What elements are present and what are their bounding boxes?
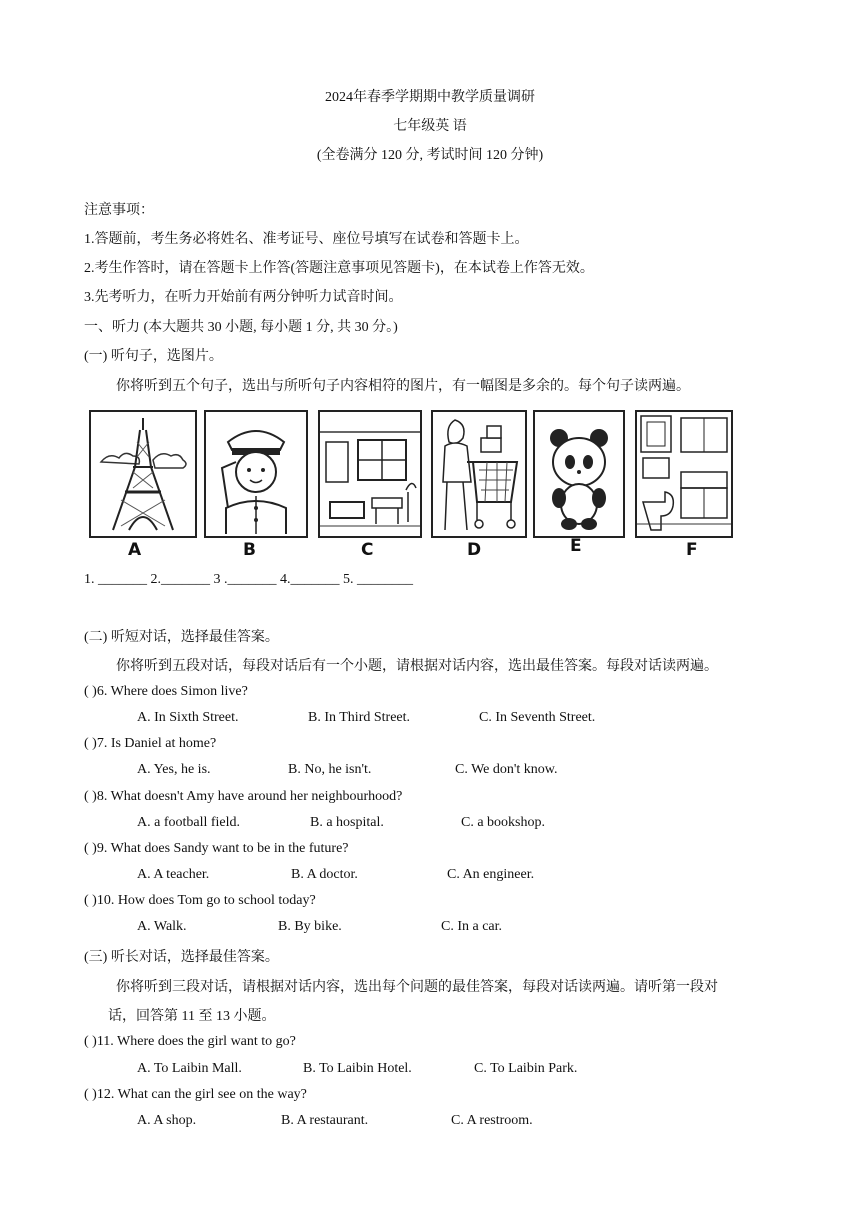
option-a: A. In Sixth Street. [137,710,239,725]
question-7: ( )7. Is Daniel at home? [84,736,217,751]
question-12: ( )12. What can the girl see on the way? [84,1087,307,1102]
option-b: B. A restaurant. [281,1113,369,1128]
answer-blanks: 1. _______ 2._______ 3 ._______ 4._______ 5. ________ [84,572,413,587]
picture-f [635,410,733,538]
question-6: ( )6. Where does Simon live? [84,684,248,699]
option-c: C. A restroom. [451,1113,533,1128]
option-b: B. No, he isn't. [288,762,372,777]
part3-instruction: 你将听到三段对话，请根据对话内容，选出每个问题的最佳答案，每段对话读两遍。请听第一段对 [116,980,718,995]
option-a: A. a football field. [137,815,241,830]
part2-instruction: 你将听到五段对话，每段对话后有一个小题，请根据对话内容，选出最佳答案。每段对话读两遍。 [116,659,718,674]
option-c: C. a bookshop. [461,815,545,830]
police-officer-icon [206,412,306,536]
note-item: 2.考生作答时，请在答题卡上作答(答题注意事项见答题卡)，在本试卷上作答无效。 [84,261,594,276]
option-b: B. To Laibin Hotel. [303,1061,412,1076]
option-b: B. a hospital. [310,815,384,830]
kitchen-icon [637,412,731,536]
picture-a [89,410,197,538]
option-c: C. We don't know. [455,762,558,777]
picture-c [318,410,422,538]
option-c: C. To Laibin Park. [474,1061,578,1076]
option-c: C. In a car. [441,919,503,934]
picture-label-a: A [128,540,142,560]
picture-label-f: F [686,540,698,560]
panda-icon [535,412,623,536]
section-heading: 一、听力 (本大题共 30 小题, 每小题 1 分, 共 30 分。) [84,320,398,335]
picture-b [204,410,308,538]
eiffel-tower-icon [91,412,195,536]
picture-e [533,410,625,538]
picture-label-d: D [467,540,482,560]
option-a: A. Walk. [137,919,187,934]
exam-subtitle: 七年级英 语 [393,119,467,134]
shopping-cart-icon [433,412,525,536]
part3-heading: (三) 听长对话，选择最佳答案。 [84,950,279,965]
option-b: B. A doctor. [291,867,358,882]
note-item: 3.先考听力，在听力开始前有两分钟听力试音时间。 [84,290,403,305]
living-room-icon [320,412,420,536]
part1-instruction: 你将听到五个句子，选出与所听句子内容相符的图片，有一幅图是多余的。每个句子读两遍。 [116,379,690,394]
question-10: ( )10. How does Tom go to school today? [84,893,316,908]
option-b: B. By bike. [278,919,342,934]
picture-label-e: E [570,536,582,556]
part1-heading: (一) 听句子，选图片。 [84,349,223,364]
part2-heading: (二) 听短对话，选择最佳答案。 [84,630,279,645]
option-a: A. Yes, he is. [137,762,211,777]
part3-instruction-cont: 话，回答第 11 至 13 小题。 [108,1009,276,1024]
notes-heading: 注意事项： [84,203,154,218]
option-a: A. A teacher. [137,867,210,882]
question-8: ( )8. What doesn't Amy have around her neighbourhood? [84,789,403,804]
note-item: 1.答题前，考生务必将姓名、准考证号、座位号填写在试卷和答题卡上。 [84,232,529,247]
question-11: ( )11. Where does the girl want to go? [84,1034,296,1049]
picture-d [431,410,527,538]
exam-info: (全卷满分 120 分, 考试时间 120 分钟) [316,148,544,163]
picture-label-b: B [243,540,256,560]
option-a: A. A shop. [137,1113,197,1128]
exam-title: 2024年春季学期期中教学质量调研 [325,90,535,105]
question-9: ( )9. What does Sandy want to be in the future? [84,841,349,856]
option-c: C. In Seventh Street. [479,710,596,725]
option-b: B. In Third Street. [308,710,411,725]
picture-label-c: C [361,540,374,560]
option-a: A. To Laibin Mall. [137,1061,242,1076]
option-c: C. An engineer. [447,867,535,882]
